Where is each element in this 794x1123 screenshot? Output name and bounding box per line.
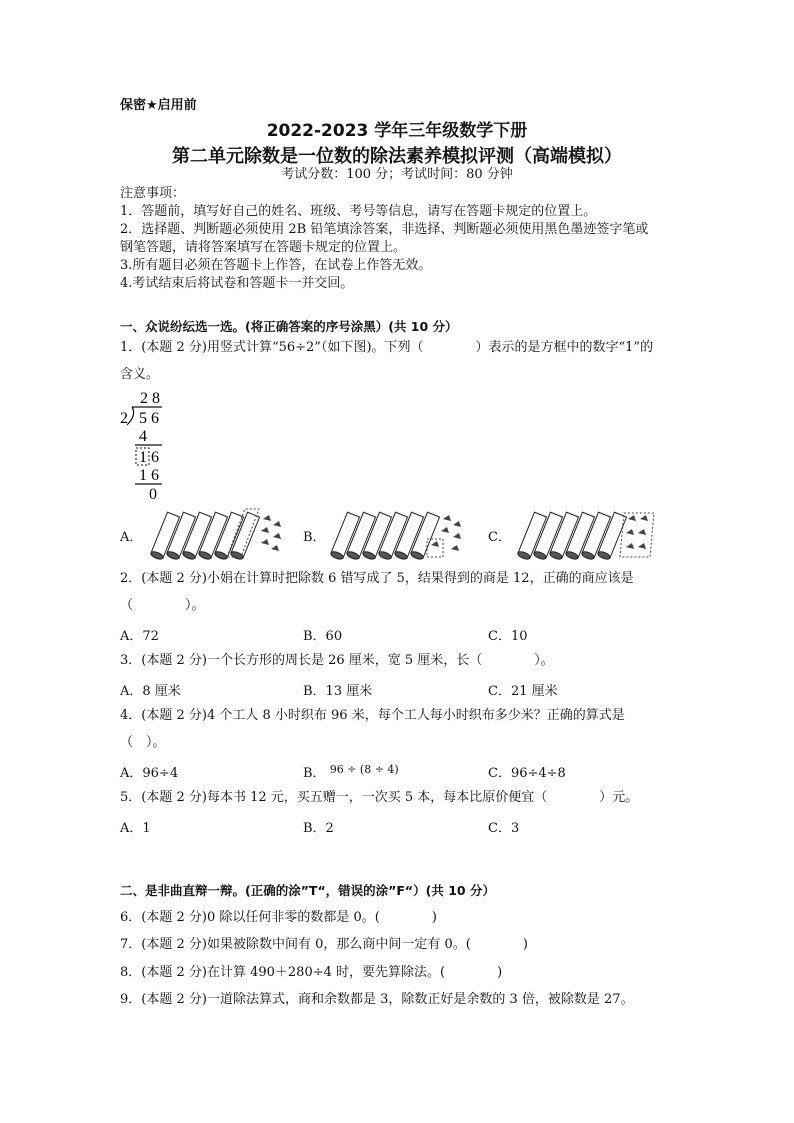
q1-option-b-image[interactable] — [325, 505, 475, 560]
step-subtract-1: 4 — [139, 428, 147, 445]
q3-option-a[interactable]: A．8 厘米 — [120, 684, 181, 699]
tubes-icon — [330, 512, 440, 560]
tubes-icon — [517, 512, 627, 560]
dividend: 5 6 — [139, 410, 159, 427]
tf-question: 6．(本题 2 分)0 除以任何非零的数都是 0。( ) — [120, 910, 437, 925]
long-division-figure — [115, 387, 175, 502]
tf-question: 8．(本题 2 分)在计算 490＋280÷4 时，要先算除法。( ) — [120, 965, 503, 980]
shuttlecock-icon — [261, 515, 281, 551]
shuttlecock-icon — [626, 515, 648, 549]
q3-text: 3．(本题 2 分)一个长方形的周长是 26 厘米，宽 5 厘米，长（ ）。 — [120, 653, 554, 668]
notes-item: 1．答题前，填写好自己的姓名、班级、考号等信息，请写在答题卡规定的位置上。 — [120, 204, 597, 219]
q3-option-b[interactable]: B．13 厘米 — [303, 684, 373, 699]
step-subtract-2: 1 6 — [139, 467, 159, 484]
exam-title-line2: 第二单元除数是一位数的除法素养模拟评测（高端模拟） — [172, 146, 622, 167]
divisor: 2 — [120, 410, 128, 427]
notes-item: 3.所有题目必须在答题卡上作答，在试卷上作答无效。 — [120, 258, 432, 273]
q5-option-c[interactable]: C．3 — [488, 821, 520, 836]
q5-text: 5．(本题 2 分)每本书 12 元，买五赠一，一次买 5 本，每本比原价便宜（ ）元。 — [120, 790, 639, 805]
tf-question: 9．(本题 2 分)一道除法算式，商和余数都是 3，除数正好是余数的 3 倍，被除数是 27。 — [120, 992, 634, 1007]
notes-item: 2．选择题、判断题必须使用 2B 铅笔填涂答案，非选择、判断题必须使用黑色墨迹签字笔或 — [120, 222, 649, 237]
q5-option-a[interactable]: A．1 — [120, 821, 151, 836]
section2-heading: 二、是非曲直辩一辩。(正确的涂”T“，错误的涂”F“）(共 10 分） — [120, 883, 495, 898]
notes-item: 4.考试结束后将试卷和答题卡一并交回。 — [120, 276, 354, 291]
notes-heading: 注意事项： — [120, 186, 186, 201]
q5-option-b[interactable]: B．2 — [303, 821, 334, 836]
q4-option-b[interactable] — [303, 762, 399, 781]
q3-option-c[interactable]: C．21 厘米 — [488, 684, 558, 699]
q2-text-cont: （ ）。 — [120, 598, 205, 613]
q2-text: 2．(本题 2 分)小娟在计算时把除数 6 错写成了 5，结果得到的商是 12，正确的商应该是 — [120, 571, 634, 586]
q4-option-b-formula: 96 ÷ (8 ÷ 4) — [329, 763, 399, 776]
q1-text-cont: 含义。 — [120, 367, 160, 382]
q1-option-a-image[interactable] — [145, 505, 295, 560]
q4-text-cont: （ ）。 — [120, 735, 166, 750]
q1-text: 1．(本题 2 分)用竖式计算“56÷2”（如下图)。下列（ ）表示的是方框中的数字“1”的 — [120, 340, 654, 355]
remainder: 0 — [149, 486, 157, 502]
q4-option-c[interactable]: C．96÷4÷8 — [488, 766, 566, 781]
q1-option-c-image[interactable] — [512, 505, 662, 560]
step-bring-down: 6 — [151, 449, 159, 466]
section1-heading: 一、众说纷纭选一选。(将正确答案的序号涂黑）(共 10 分） — [120, 319, 458, 334]
notes-item: 钢笔答题，请将答案填写在答题卡规定的位置上。 — [120, 240, 407, 255]
q4-option-a[interactable]: A．96÷4 — [120, 766, 179, 781]
q2-option-c[interactable]: C．10 — [488, 629, 528, 644]
q2-option-a[interactable]: A．72 — [120, 629, 159, 644]
q1-option-c-label[interactable]: C． — [488, 530, 511, 545]
exam-info: 考试分数：100 分；考试时间：80 分钟 — [281, 167, 513, 182]
q4-option-b-label: B． — [303, 766, 326, 781]
quotient: 2 8 — [140, 390, 160, 407]
q4-text: 4．(本题 2 分)4 个工人 8 小时织布 96 米，每个工人每小时织布多少米？正确的算式是 — [120, 708, 625, 723]
q1-option-a-label[interactable]: A． — [120, 530, 143, 545]
exam-title-line1: 2022-2023 学年三年级数学下册 — [266, 121, 528, 141]
confidential-label: 保密★启用前 — [120, 98, 197, 113]
q2-option-b[interactable]: B．60 — [303, 629, 343, 644]
q1-option-b-label[interactable]: B． — [303, 530, 326, 545]
boxed-digit: 1 — [139, 449, 147, 466]
tubes-icon — [150, 512, 260, 560]
tf-question: 7．(本题 2 分)如果被除数中间有 0，那么商中间一定有 0。( ) — [120, 937, 528, 952]
